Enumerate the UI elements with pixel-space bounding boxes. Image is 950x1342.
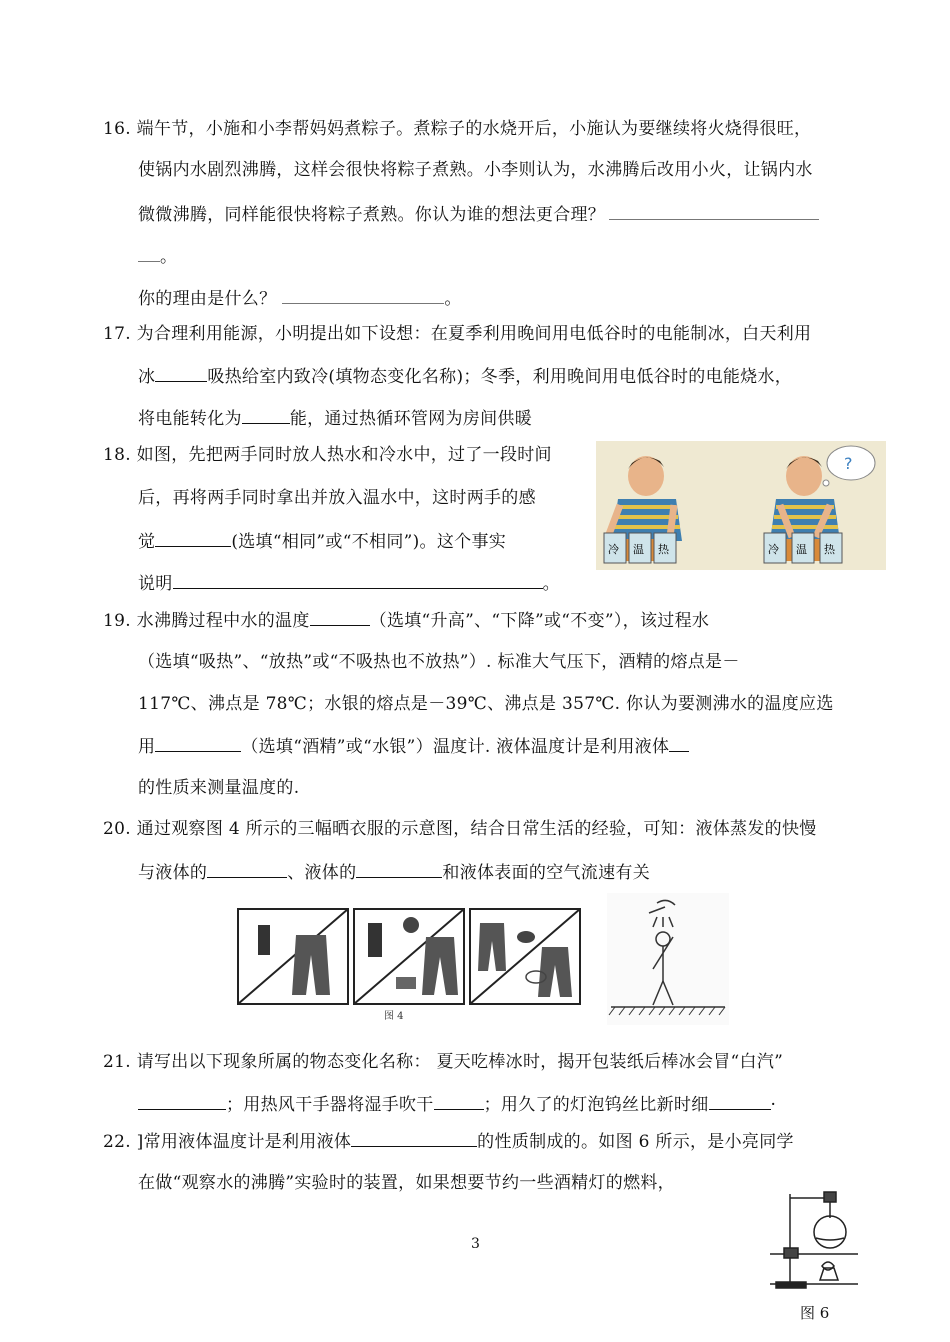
q17-answer-blank-2[interactable] xyxy=(242,407,290,424)
q21-answer-blank-3[interactable] xyxy=(709,1093,771,1110)
shower-figure xyxy=(607,893,729,1025)
bucket-label-warm-2: 温 xyxy=(796,543,807,556)
q20-line1: 20. 通过观察图 4 所示的三幅晒衣服的示意图，结合日常生活的经验，可知：液体蒸发的快慢 xyxy=(103,819,817,839)
bucket-label-cold-1: 冷 xyxy=(608,543,619,556)
hands-in-water-illustration xyxy=(596,441,886,570)
svg-text:?: ? xyxy=(844,454,853,473)
clothes-drying-illustration xyxy=(236,907,596,1027)
q17-line3: 将电能转化为 能，通过热循环管网为房间供暖 xyxy=(138,409,533,429)
q19-line3: 117℃、沸点是 78℃；水银的熔点是－39℃、沸点是 357℃. 你认为要测沸水的温度应选 xyxy=(138,694,834,714)
figure-4-caption: 图 4 xyxy=(384,1011,404,1022)
q20-line2: 与液体的 、液体的 和液体表面的空气流速有关 xyxy=(138,863,651,883)
q18-answer-blank-2[interactable] xyxy=(173,572,543,589)
q16-line5: 你的理由是什么？ 。 xyxy=(138,289,462,309)
q18-answer-blank-1[interactable] xyxy=(155,530,231,547)
q18-line3: 觉 (选填“相同”或“不相同”)。这个事实 xyxy=(138,532,507,552)
figure-6-caption: 图 6 xyxy=(800,1304,830,1322)
bucket-label-warm-1: 温 xyxy=(633,543,644,556)
figure-4-clothes-drying xyxy=(236,907,596,1027)
q17-line1: 17. 为合理利用能源，小明提出如下设想：在夏季利用晚间用电低谷时的电能制冰，白天利用 xyxy=(103,324,812,344)
q16-line1: 16. 端午节，小施和小李帮妈妈煮粽子。煮粽子的水烧开后，小施认为要继续将火烧得很旺， xyxy=(103,119,812,139)
q20-answer-blank-1[interactable] xyxy=(207,861,287,878)
boiling-apparatus-illustration xyxy=(768,1188,860,1300)
q19-line1: 19. 水沸腾过程中水的温度 （选填“升高”、“下降”或“不变”），该过程水 xyxy=(103,611,710,631)
q21-line2: ；用热风干手器将湿手吹干 ；用久了的灯泡钨丝比新时细 · xyxy=(138,1093,776,1116)
bucket-label-hot-2: 热 xyxy=(824,543,835,556)
q19-answer-blank-3[interactable] xyxy=(669,735,689,752)
q19-answer-blank-1[interactable] xyxy=(310,609,370,626)
q22-line2: 在做“观察水的沸腾”实验时的装置，如果想要节约一些酒精灯的燃料， xyxy=(138,1173,675,1193)
q18-line4: 说明 。 xyxy=(138,574,560,594)
q16-line3: 微微沸腾，同样能很快将粽子煮熟。你认为谁的想法更合理？ xyxy=(138,203,819,226)
q18-line1: 18. 如图，先把两手同时放人热水和冷水中，过了一段时间 xyxy=(103,445,552,465)
q17-line2: 冰 吸热给室内致冷(填物态变化名称)；冬季，利用晚间用电低谷时的电能烧水， xyxy=(138,367,793,387)
q16-line2: 使锅内水剧烈沸腾，这样会很快将粽子煮熟。小李则认为，水沸腾后改用小火，让锅内水 xyxy=(138,160,813,180)
q16-line4: 。 xyxy=(138,245,177,268)
q17-answer-blank-1[interactable] xyxy=(155,365,207,382)
q22-answer-blank-1[interactable] xyxy=(351,1130,477,1147)
q16-answer-blank-1[interactable] xyxy=(609,203,819,220)
bucket-label-hot-1: 热 xyxy=(658,543,669,556)
q20-answer-blank-2[interactable] xyxy=(356,861,442,878)
page-number: 3 xyxy=(471,1236,480,1252)
q21-answer-blank-1[interactable] xyxy=(138,1093,226,1110)
q18-line2: 后，再将两手同时拿出并放入温水中，这时两手的感 xyxy=(138,488,536,508)
bucket-label-cold-2: 冷 xyxy=(768,543,779,556)
q19-line4: 用 （选填“酒精”或“水银”）温度计. 液体温度计是利用液体 xyxy=(138,735,689,758)
q22-line1: 22. ]常用液体温度计是利用液体 的性质制成的。如图 6 所示，是小亮同学 xyxy=(103,1132,794,1152)
hands-in-water-figure xyxy=(596,441,886,570)
q16-answer-blank-2[interactable] xyxy=(282,287,444,304)
q19-line5: 的性质来测量温度的. xyxy=(138,778,300,798)
figure-6-boiling-apparatus xyxy=(768,1188,860,1300)
q21-answer-blank-2[interactable] xyxy=(434,1093,484,1110)
q21-line1: 21. 请写出以下现象所属的物态变化名称： 夏天吃棒冰时，揭开包装纸后棒冰会冒“白汽” xyxy=(103,1052,784,1072)
shower-stick-figure-illustration xyxy=(607,893,729,1025)
q16-answer-blank-1-cont[interactable] xyxy=(138,245,160,262)
q19-line2: （选填“吸热”、“放热”或“不吸热也不放热”）. 标准大气压下，酒精的熔点是－ xyxy=(138,652,740,672)
q19-answer-blank-2[interactable] xyxy=(155,735,241,752)
